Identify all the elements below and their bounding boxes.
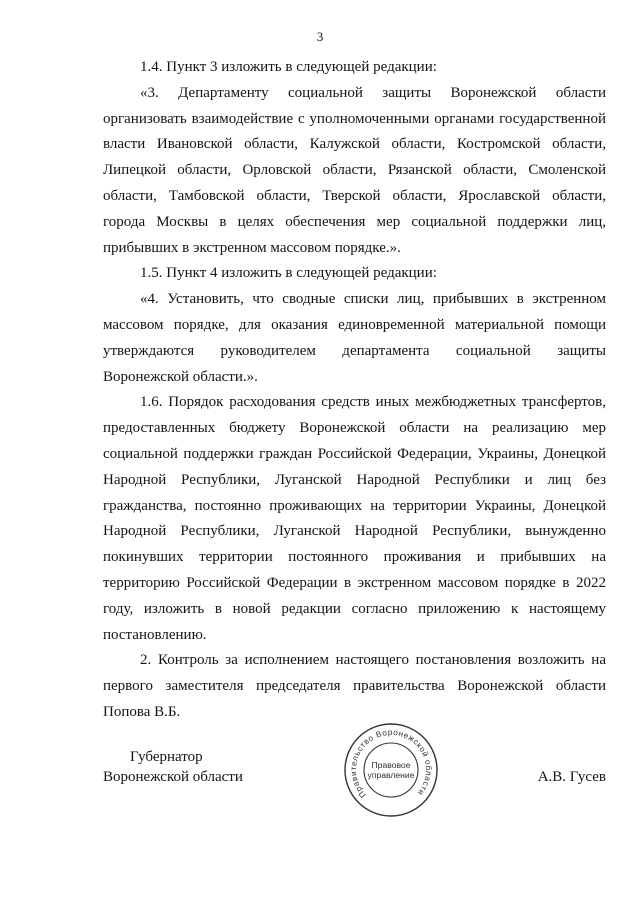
document-body — [103, 55, 606, 726]
text-line: прибывших в экстренном массовом порядке.». — [103, 239, 401, 256]
text-line: Попова В.Б. — [103, 703, 181, 720]
text-line: гражданства, постоянно проживающих на территории Украины, Донецкой — [103, 497, 606, 514]
text-line: Липецкой области, Орловской области, Рязанской области, Смоленской — [103, 162, 606, 179]
text-line: организовать взаимодействие с уполномоченными органами государственной — [103, 110, 606, 127]
text-line: году, изложить в новой редакции согласно приложению к настоящему — [103, 600, 606, 617]
text-line: 1.6. Порядок расходования средств иных межбюджетных трансфертов, — [140, 394, 606, 411]
text-line: «4. Установить, что сводные списки лиц, прибывших в экстренном — [140, 291, 606, 308]
signatory-position: Губернатор — [130, 749, 203, 765]
paragraph-clause-2 — [103, 648, 606, 725]
text-line: 1.4. Пункт 3 изложить в следующей редакции: — [140, 59, 437, 75]
text-line: социальной поддержки граждан Российской Федерации, Украины, Донецкой — [103, 445, 606, 462]
text-line: постановлению. — [103, 626, 207, 643]
paragraph-point-4-text — [103, 287, 606, 390]
paragraph-clause-1-6 — [103, 390, 606, 648]
text-line: города Москвы в целях обеспечения мер социальной поддержки лиц, — [103, 213, 606, 230]
text-line: предоставленных бюджету Воронежской области на реализацию мер — [103, 420, 606, 437]
stamp-graphic — [341, 720, 441, 820]
text-line: покинувших территории постоянного проживания и прибывших на — [103, 549, 606, 566]
signatory-region: Воронежской области — [103, 769, 243, 785]
page-number: 3 — [316, 29, 324, 44]
text-line: первого заместителя председателя правительства Воронежской области — [103, 678, 606, 695]
paragraph-clause-1-4 — [103, 55, 606, 81]
stamp-ring-text-path: Правительство Воронежской области — [348, 727, 434, 800]
text-line: Воронежской области.». — [103, 368, 258, 385]
text-line: территорию Российской Федерации в экстренном массовом порядке в 2022 — [103, 574, 606, 591]
text-line: области, Тамбовской области, Тверской области, Ярославской области, — [103, 187, 606, 204]
text-line: 1.5. Пункт 4 изложить в следующей редакции: — [140, 265, 437, 282]
text-line: Народной Республики, Луганской Народной Республики и лиц без — [103, 471, 606, 488]
text-line: власти Ивановской области, Калужской области, Костромской области, — [103, 136, 606, 153]
signatory-name: А.В. Гусев — [537, 769, 606, 785]
text-line: 2. Контроль за исполнением настоящего постановления возложить на — [140, 652, 606, 669]
legal-department-stamp — [341, 720, 441, 820]
text-line: Народной Республики, Луганской Народной Республики, вынужденно — [103, 523, 606, 540]
stamp-center-line-1: Правовое — [371, 760, 411, 770]
stamp-center-line-2: управление — [367, 770, 415, 780]
text-line: «3. Департаменту социальной защиты Воронежской области — [140, 84, 606, 101]
text-line: утверждаются руководителем департамента социальной защиты — [103, 342, 606, 359]
paragraph-clause-1-5 — [103, 261, 606, 287]
text-line: массовом порядке, для оказания единовременной материальной помощи — [103, 316, 606, 333]
paragraph-point-3-text — [103, 81, 606, 262]
